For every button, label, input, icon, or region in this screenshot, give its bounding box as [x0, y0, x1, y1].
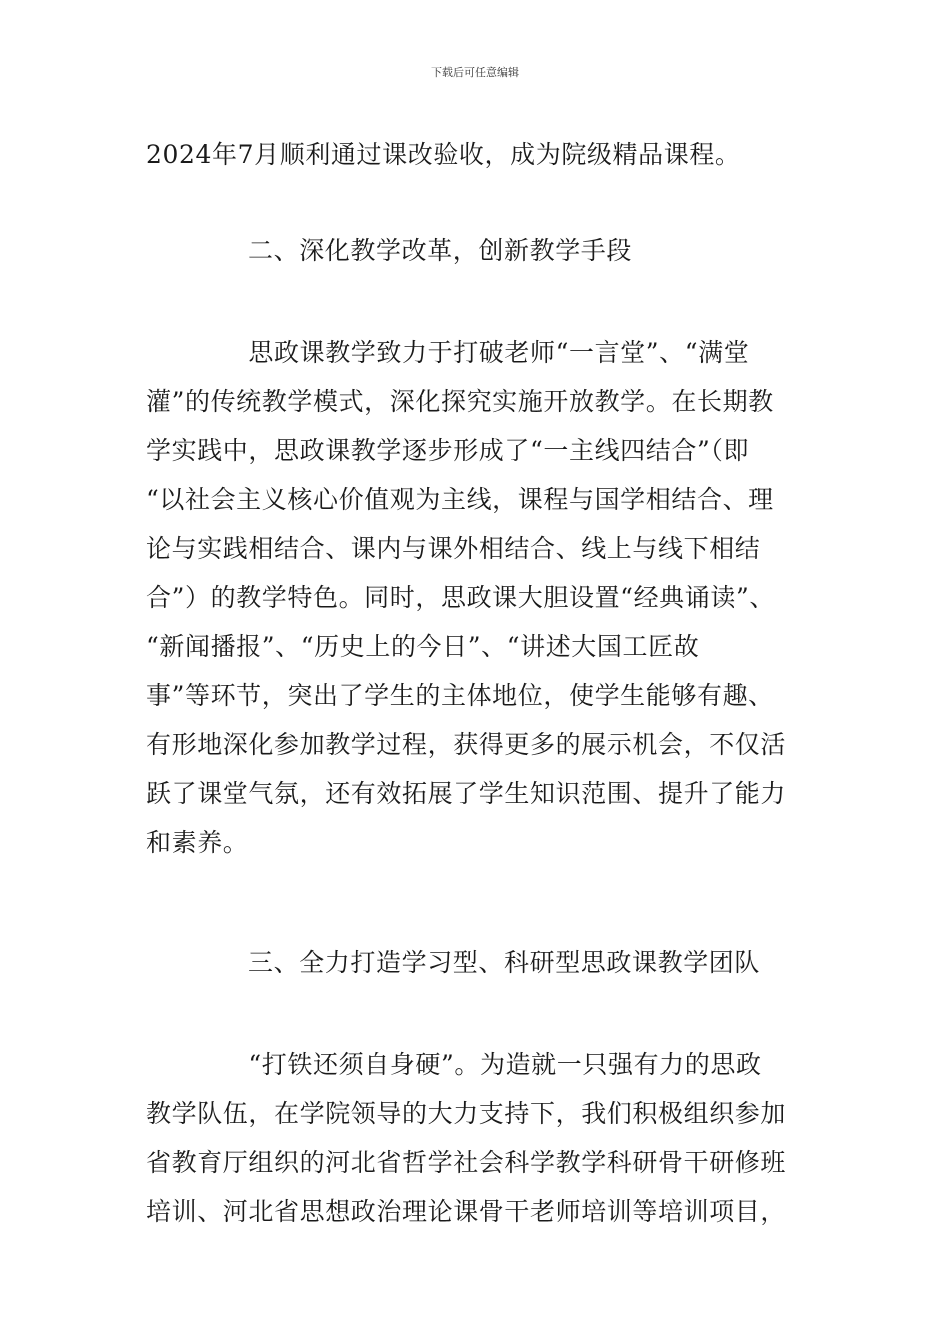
paragraph-line: “新闻播报”、“历史上的今日”、“讲述大国工匠故 [146, 632, 700, 661]
paragraph-line: 和素养。 [146, 828, 249, 857]
paragraph-line: 论与实践相结合、课内与课外相结合、线上与线下相结 [146, 534, 761, 563]
section-2-paragraph [146, 328, 806, 867]
paragraph-line: 灌”的传统教学模式，深化探究实施开放教学。在长期教 [146, 387, 774, 416]
paragraph-line: 跃了课堂气氛，还有效拓展了学生知识范围、提升了能力 [146, 779, 787, 808]
paragraph-line: 学实践中，思政课教学逐步形成了“一主线四结合”（即 [146, 436, 750, 465]
paragraph-line: 培训、河北省思想政治理论课骨干老师培训等培训项目， [146, 1197, 787, 1226]
paragraph-line: 事”等环节，突出了学生的主体地位，使学生能够有趣、 [146, 681, 774, 710]
paragraph-line: 合”）的教学特色。同时，思政课大胆设置“经典诵读”、 [146, 583, 775, 612]
paragraph-line: 有形地深化参加教学过程，获得更多的展示机会，不仅活 [146, 730, 787, 759]
paragraph-line: “以社会主义核心价值观为主线，课程与国学相结合、理 [146, 485, 774, 514]
header-note: 下载后可任意编辑 [431, 66, 519, 79]
paragraph-line: 省教育厅组织的河北省哲学社会科学教学科研骨干研修班 [146, 1148, 787, 1177]
section-3-paragraph [146, 1040, 806, 1236]
paragraph-line: 教学队伍，在学院领导的大力支持下，我们积极组织参加 [146, 1099, 787, 1128]
paragraph-line: 思政课教学致力于打破老师“一言堂”、“满堂 [146, 338, 750, 367]
section-2-heading: 二、深化教学改革，创新教学手段 [248, 236, 633, 265]
document-body [146, 130, 806, 1236]
intro-line: 2024年7月顺利通过课改验收，成为院级精品课程。 [146, 140, 741, 169]
paragraph-line: “打铁还须自身硬”。为造就一只强有力的思政 [146, 1050, 762, 1079]
section-3-heading: 三、全力打造学习型、科研型思政课教学团队 [248, 948, 761, 977]
